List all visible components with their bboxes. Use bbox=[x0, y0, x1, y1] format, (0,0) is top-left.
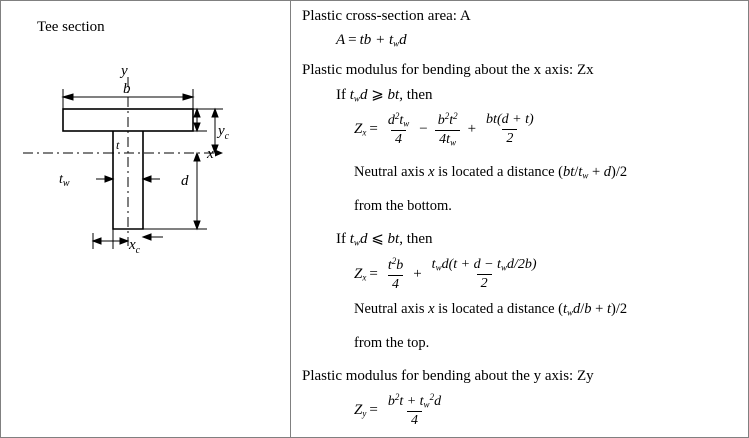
label-x: x bbox=[207, 146, 214, 162]
area-heading: Plastic cross-section area: A bbox=[302, 8, 471, 24]
label-y: y bbox=[121, 63, 128, 79]
zy-formula-lhs: $Z_y$ bbox=[354, 401, 367, 419]
area-formula-equals: = bbox=[348, 31, 357, 48]
tee-section-diagram bbox=[1, 1, 291, 437]
zx-case1-note-line1: Neutral axis x is located a distance $(bt/t_w + d)/2$ bbox=[354, 163, 628, 181]
zx-case2-note-line1: Neutral axis x is located a distance $(t_wd/b + t)/2$ bbox=[354, 300, 628, 318]
zy-formula-fraction: $\frac{b^2t + t_w^2d}{4}$ bbox=[387, 391, 442, 428]
zx-case2-condition: If $t_wd$ ⩽ bt, then bbox=[336, 230, 433, 248]
zy-heading: Plastic modulus for bending about the y axis: Zy bbox=[302, 367, 594, 384]
formula-pane bbox=[292, 1, 748, 437]
label-yc: $y_c$ bbox=[218, 123, 230, 142]
zx-case2-term2: $\frac{t_wd(t + d - t_wd/2b)}{2}$ bbox=[431, 256, 537, 291]
zx-case1-condition: If $t_wd$ ⩾ bt, then bbox=[336, 86, 433, 104]
zx-case1-formula: $Z_x$ = $\frac{d^2t_w}{4}$ − $\frac{b^2t^2}{4t_w}$ + $\frac{bt(d + t)}{2}$ bbox=[354, 111, 740, 148]
label-t: t bbox=[116, 138, 120, 152]
label-b: b bbox=[123, 81, 131, 97]
zx-case2-term1: $\frac{t^2b}{4}$ bbox=[387, 255, 404, 292]
dim-t bbox=[193, 109, 207, 131]
label-d: d bbox=[181, 173, 189, 189]
label-tw: $t_w$ bbox=[59, 172, 70, 189]
figure-title: Tee section bbox=[37, 19, 105, 35]
zx-case1-op2: + bbox=[467, 121, 477, 138]
area-formula bbox=[336, 32, 740, 49]
zx-heading: Plastic modulus for bending about the x axis: Zx bbox=[302, 61, 594, 78]
zx-case2-lhs: $Z_x$ bbox=[354, 265, 367, 283]
zx-case1-term3: $\frac{bt(d + t)}{2}$ bbox=[486, 112, 534, 147]
zx-case1-note-line2: from the bottom. bbox=[354, 197, 452, 214]
zy-formula: $Z_y$ = $\frac{b^2t + t_w^2d}{4}$ bbox=[354, 392, 740, 429]
zx-case1-op1: − bbox=[419, 121, 428, 138]
label-xc: $x_c$ bbox=[129, 237, 141, 256]
area-formula-rhs: tb + $t_wd$ bbox=[359, 31, 407, 49]
zx-case1-term2: $\frac{b^2t^2}{4t_w}$ bbox=[434, 111, 462, 148]
zx-case1-term1: $\frac{d^2t_w}{4}$ bbox=[387, 111, 410, 148]
zx-case2-note-line2: from the top. bbox=[354, 334, 430, 351]
zx-case1-lhs: $Z_x$ bbox=[354, 121, 367, 138]
area-formula-lhs: A bbox=[336, 31, 346, 48]
dim-d bbox=[143, 153, 207, 229]
zx-case2-op1: + bbox=[413, 265, 422, 282]
figure-pane bbox=[1, 1, 291, 437]
zx-case2-formula: $Z_x$ = $\frac{t^2b}{4}$ + $\frac{t_wd(t + d - t_wd/2b)}{2}$ bbox=[354, 256, 740, 293]
